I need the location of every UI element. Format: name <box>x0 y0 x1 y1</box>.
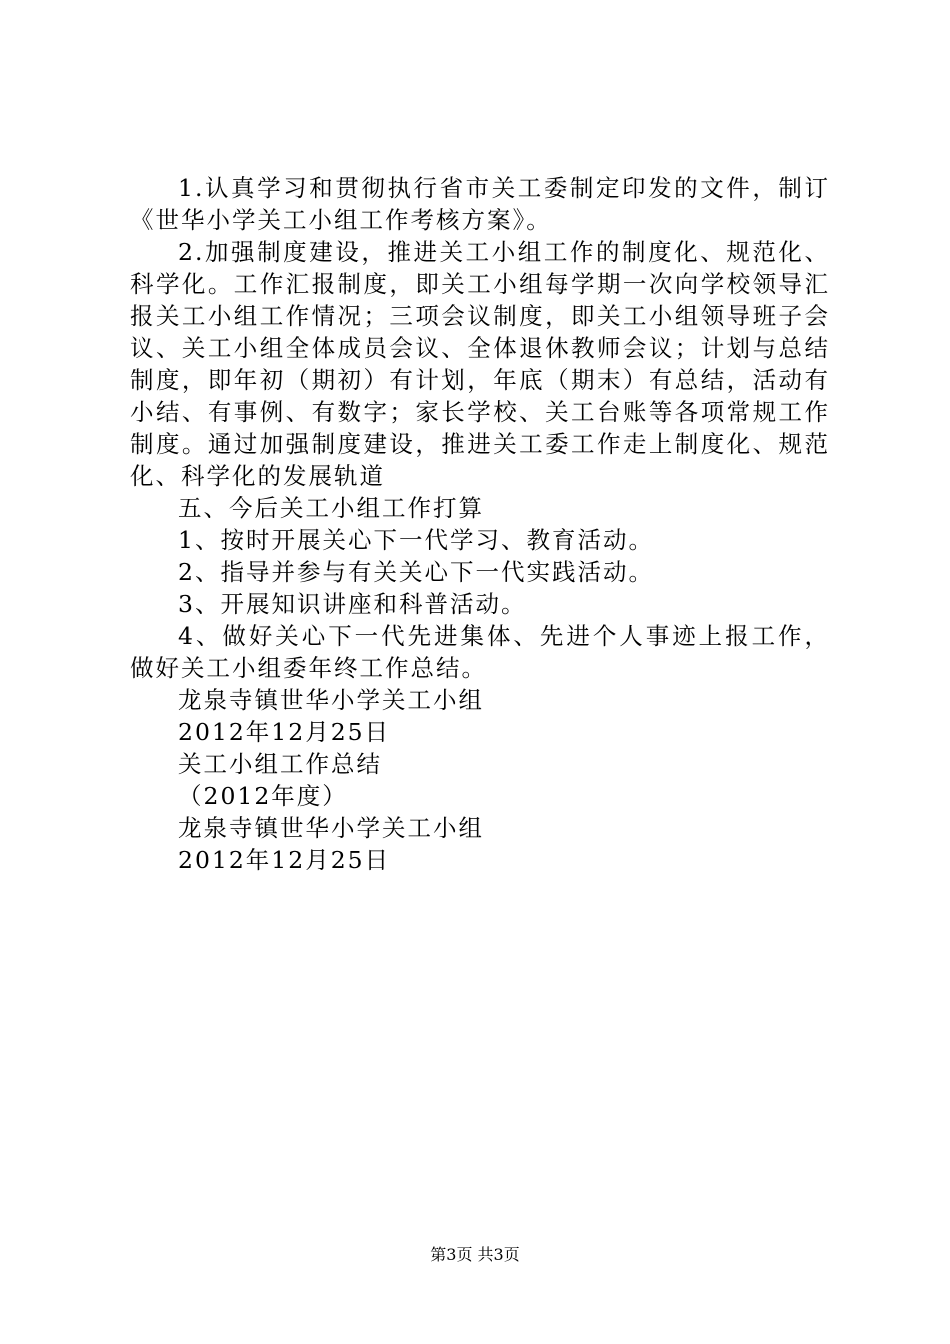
paragraph-item-2: 2.加强制度建设，推进关工小组工作的制度化、规范化、科学化。工作汇报制度，即关工小组每学期一次向学校领导汇报关工小组工作情况；三项会议制度，即关工小组领导班子会议、关工小组全体成员会议、全体退休教师会议；计划与总结制度，即年初（期初）有计划，年底（期末）有总结，活动有小结、有事例、有数字；家长学校、关工台账等各项常规工作制度。通过加强制度建设，推进关工委工作走上制度化、规范化、科学化的发展轨道 <box>130 238 830 490</box>
plan-item-4: 4、做好关心下一代先进集体、先进个人事迹上报工作，做好关工小组委年终工作总结。 <box>130 622 830 682</box>
plan-item-2: 2、指导并参与有关关心下一代实践活动。 <box>178 558 654 586</box>
signature-date: 2012年12月25日 <box>178 718 391 746</box>
summary-organization: 龙泉寺镇世华小学关工小组 <box>178 814 484 842</box>
document-body <box>130 172 830 876</box>
page-indicator: 第3页 共3页 <box>430 1245 520 1264</box>
signature-organization: 龙泉寺镇世华小学关工小组 <box>178 686 484 714</box>
page-footer <box>0 1244 950 1266</box>
paragraph-item-1: 1.认真学习和贯彻执行省市关工委制定印发的文件，制订《世华小学关工小组工作考核方案》。 <box>130 174 830 234</box>
summary-date: 2012年12月25日 <box>178 846 391 874</box>
plan-item-1: 1、按时开展关心下一代学习、教育活动。 <box>178 526 654 554</box>
summary-title: 关工小组工作总结 <box>178 750 382 778</box>
summary-year: （2012年度） <box>178 782 348 810</box>
plan-item-3: 3、开展知识讲座和科普活动。 <box>178 590 527 618</box>
section-heading: 五、今后关工小组工作打算 <box>178 494 484 522</box>
